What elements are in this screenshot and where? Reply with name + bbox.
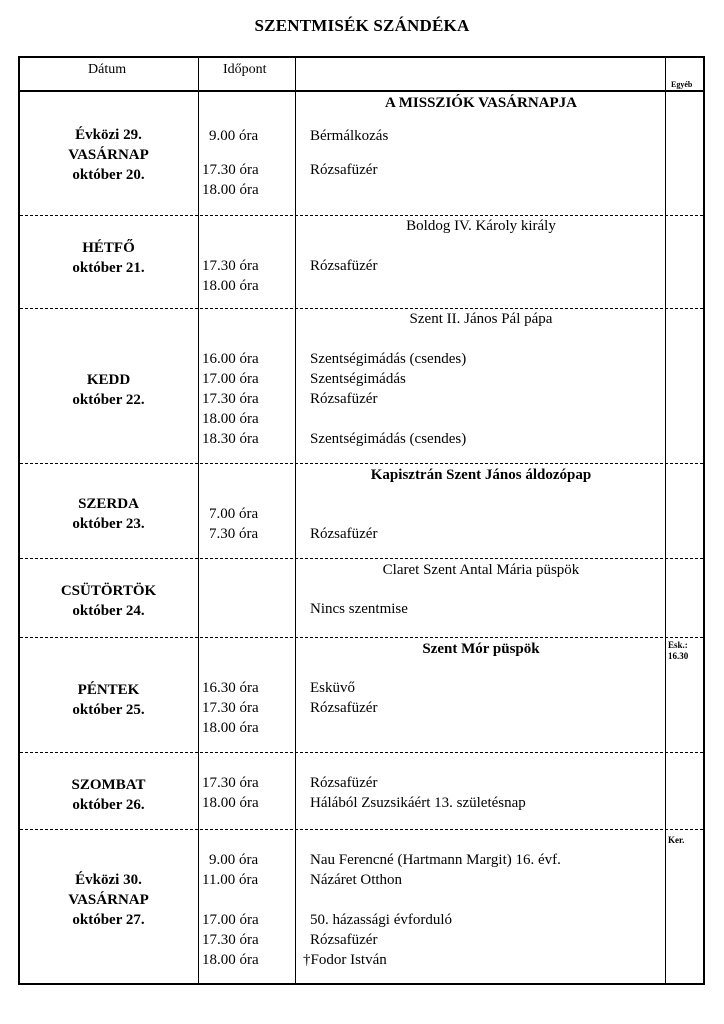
mass-time: 16.30 óra	[202, 680, 259, 696]
event-text: 50. házassági évforduló	[310, 912, 453, 928]
mass-time: 18.00 óra	[202, 278, 259, 294]
day-label: HÉTFŐ október 21.	[72, 240, 145, 276]
mass-time: 17.30 óra	[202, 162, 259, 178]
mass-time: 17.30 óra	[202, 775, 259, 791]
day-label: CSÜTÖRTÖK október 24.	[60, 583, 157, 619]
event-text: Rózsafüzér	[310, 391, 378, 407]
event-text: Szentségimádás	[310, 371, 406, 387]
header-divider	[20, 90, 703, 92]
row-divider	[20, 637, 703, 638]
mass-time: 11.00 óra	[202, 872, 259, 888]
mass-time: 9.00 óra	[209, 852, 259, 868]
day-saint: A MISSZIÓK VASÁRNAPJA	[385, 95, 577, 111]
mass-time: 17.30 óra	[202, 391, 259, 407]
day-label: KEDD október 22.	[72, 372, 145, 408]
mass-time: 17.30 óra	[202, 932, 259, 948]
mass-time: 18.00 óra	[202, 720, 259, 736]
event-text: Rózsafüzér	[310, 932, 378, 948]
header-time: Időpont	[223, 62, 267, 77]
mass-time: 17.30 óra	[202, 258, 259, 274]
header-date: Dátum	[88, 62, 127, 77]
day-label: SZOMBAT október 26.	[71, 777, 146, 813]
day-label: SZERDA október 23.	[72, 496, 145, 532]
event-text: Rózsafüzér	[310, 775, 378, 791]
day-saint: Szent Mór püspök	[422, 641, 540, 657]
row-divider	[20, 752, 703, 753]
other-note: Ker.	[668, 835, 685, 845]
mass-time: 17.30 óra	[202, 700, 259, 716]
mass-time: 7.30 óra	[209, 526, 259, 542]
row-divider	[20, 463, 703, 464]
event-text: Rózsafüzér	[310, 700, 378, 716]
page-title: SZENTMISÉK SZÁNDÉKA	[254, 16, 470, 35]
event-text: Esküvő	[310, 680, 355, 696]
day-label: PÉNTEK október 25.	[72, 682, 145, 718]
column-divider	[295, 58, 296, 983]
event-text: Rózsafüzér	[310, 162, 378, 178]
event-text: Rózsafüzér	[310, 526, 378, 542]
mass-time: 17.00 óra	[202, 912, 259, 928]
event-text: Nincs szentmise	[310, 601, 408, 617]
event-text: Názáret Otthon	[310, 872, 403, 888]
day-saint: Szent II. János Pál pápa	[409, 311, 553, 327]
row-divider	[20, 215, 703, 216]
day-saint: Claret Szent Antal Mária püspök	[382, 562, 580, 578]
event-text: Szentségimádás (csendes)	[310, 431, 467, 447]
day-saint: Boldog IV. Károly király	[406, 218, 556, 234]
other-note: Esk.: 16.30	[668, 640, 689, 661]
mass-time: 16.00 óra	[202, 351, 259, 367]
mass-time: 18.00 óra	[202, 795, 259, 811]
event-text: Nau Ferencné (Hartmann Margit) 16. évf.	[310, 852, 561, 868]
column-divider	[198, 58, 199, 983]
mass-time: 18.00 óra	[202, 952, 259, 968]
event-text: †Fodor István	[303, 952, 387, 968]
mass-time: 7.00 óra	[209, 506, 259, 522]
mass-time: 18.00 óra	[202, 411, 259, 427]
mass-time: 9.00 óra	[209, 128, 259, 144]
column-divider	[665, 58, 666, 983]
day-saint: Kapisztrán Szent János áldozópap	[370, 467, 592, 483]
row-divider	[20, 829, 703, 830]
mass-time: 18.00 óra	[202, 182, 259, 198]
mass-time: 17.00 óra	[202, 371, 259, 387]
event-text: Hálából Zsuzsikáért 13. születésnap	[310, 795, 526, 811]
day-label: Évközi 30. VASÁRNAP október 27.	[68, 872, 149, 928]
mass-time: 18.30 óra	[202, 431, 259, 447]
row-divider	[20, 308, 703, 309]
event-text: Bérmálkozás	[310, 128, 389, 144]
event-text: Szentségimádás (csendes)	[310, 351, 467, 367]
row-divider	[20, 558, 703, 559]
day-label: Évközi 29. VASÁRNAP október 20.	[68, 127, 149, 183]
schedule-table	[18, 56, 705, 985]
event-text: Rózsafüzér	[310, 258, 378, 274]
header-other: Egyéb	[671, 80, 693, 89]
